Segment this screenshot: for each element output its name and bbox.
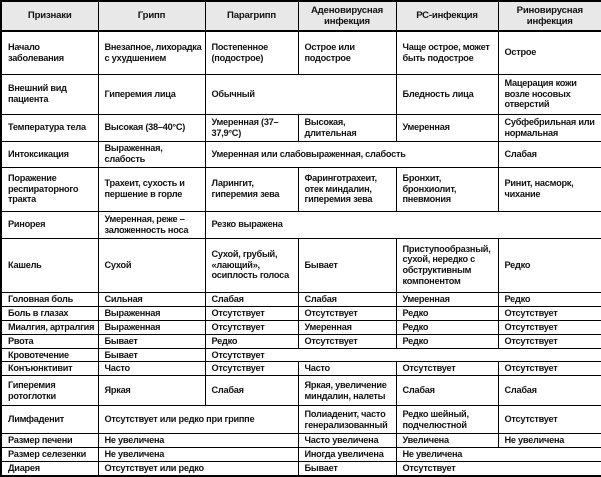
table-cell: Редко (396, 320, 498, 334)
table-cell: Отсутствует (498, 334, 601, 348)
table-cell: Полиаденит, часто генерализованный (298, 406, 396, 434)
table-row (1, 348, 601, 362)
row-label: Боль в глазах (1, 306, 98, 320)
table-cell: Редко (396, 334, 498, 348)
table-cell: Редко (396, 306, 498, 320)
table-cell: Умеренная (37–37,9°С) (205, 114, 298, 141)
table-cell: Редко (498, 238, 601, 292)
column-header: Грипп (98, 1, 205, 31)
table-cell: Умеренная, реже – заложенность носа (98, 211, 205, 238)
table-row (1, 114, 601, 141)
table-cell: Отсутствует (498, 306, 601, 320)
table-cell: Часто увеличена (298, 434, 396, 448)
table-cell: Умеренная (396, 292, 498, 306)
row-label: Миалгия, артралгия (1, 320, 98, 334)
table-cell: Обычный (205, 74, 396, 114)
table-cell: Иногда увеличена (298, 448, 396, 462)
table-cell: Бывает (98, 348, 205, 362)
table-cell: Острое (498, 31, 601, 74)
table-cell: Отсутствует (298, 306, 396, 320)
table-cell: Сильная (98, 292, 205, 306)
table-row (1, 238, 601, 292)
row-label: Диарея (1, 462, 98, 476)
table-cell: Ларингит, гиперемия зева (205, 167, 298, 211)
table-cell: Слабая (396, 376, 498, 406)
table-row (1, 376, 601, 406)
table-row (1, 306, 601, 320)
row-label: Температура тела (1, 114, 98, 141)
table-cell: Сухой (98, 238, 205, 292)
column-header: РС-инфекция (396, 1, 498, 31)
table-cell: Выраженная (98, 306, 205, 320)
row-label: Гиперемия ротоглотки (1, 376, 98, 406)
table-cell: Ринит, насморк, чихание (498, 167, 601, 211)
table-row (1, 141, 601, 167)
table-cell: Выраженная, слабость (98, 141, 205, 167)
table-row (1, 434, 601, 448)
row-label: Рвота (1, 334, 98, 348)
table-cell: Высокая, длительная (298, 114, 396, 141)
column-header: Признаки (1, 1, 98, 31)
table-cell: Слабая (205, 376, 298, 406)
table-row (1, 167, 601, 211)
table-cell: Резко выражена (205, 211, 601, 238)
table-cell: Отсутствует (205, 306, 298, 320)
table-cell: Мацерация кожи возле носовых отверстий (498, 74, 601, 114)
table-cell: Умеренная или слабовыраженная, слабость (205, 141, 498, 167)
table-cell: Отсутствует (205, 362, 298, 376)
table-cell: Редко шейный, подчелюстной (396, 406, 498, 434)
table-cell: Внезапное, лихорадка с ухудшением (98, 31, 205, 74)
table-cell: Не увеличена (98, 434, 298, 448)
row-label: Кровотечение (1, 348, 98, 362)
table-cell: Гиперемия лица (98, 74, 205, 114)
row-label: Начало заболевания (1, 31, 98, 74)
table-cell: Острое или подострое (298, 31, 396, 74)
table-row (1, 362, 601, 376)
row-label: Внешний вид пациента (1, 74, 98, 114)
table-cell: Не увеличена (98, 448, 298, 462)
table-cell: Слабая (298, 292, 396, 306)
table-body (1, 31, 601, 476)
table-cell: Слабая (498, 141, 601, 167)
table-cell: Часто (98, 362, 205, 376)
row-label: Ринорея (1, 211, 98, 238)
table-cell: Бывает (298, 462, 396, 476)
column-header: Риновирусная инфекция (498, 1, 601, 31)
table-cell: Отсутствует (298, 334, 396, 348)
row-label: Лимфаденит (1, 406, 98, 434)
table-cell: Фаринготрахеит, отек миндалин, гиперемия зева (298, 167, 396, 211)
table-cell: Слабая (205, 292, 298, 306)
table-cell: Умеренная (396, 114, 498, 141)
table-cell: Отсутствует (498, 320, 601, 334)
table-cell: Отсутствует (498, 406, 601, 434)
table-cell: Отсутствует (205, 348, 601, 362)
table-cell: Увеличена (396, 434, 498, 448)
table-cell: Отсутствует или редко (98, 462, 298, 476)
table-cell: Не увеличена (498, 434, 601, 448)
table-cell: Часто (298, 362, 396, 376)
table-row (1, 74, 601, 114)
table-cell: Высокая (38–40°С) (98, 114, 205, 141)
table-cell: Умеренная (298, 320, 396, 334)
table-cell: Сухой, грубый, «лающий», осиплость голоса (205, 238, 298, 292)
table-cell: Бывает (98, 334, 205, 348)
table-cell: Постепенное (подострое) (205, 31, 298, 74)
row-label: Кашель (1, 238, 98, 292)
table-cell: Выраженная (98, 320, 205, 334)
table-cell: Слабая (498, 376, 601, 406)
table-row (1, 406, 601, 434)
row-label: Размер печени (1, 434, 98, 448)
table-row (1, 334, 601, 348)
table-cell: Яркая, увеличение миндалин, налеты (298, 376, 396, 406)
table-cell: Редко (205, 334, 298, 348)
row-label: Размер селезенки (1, 448, 98, 462)
table-row (1, 292, 601, 306)
row-label: Конъюнктивит (1, 362, 98, 376)
row-label: Поражение респираторного тракта (1, 167, 98, 211)
table-cell: Бронхит, бронхиолит, пневмония (396, 167, 498, 211)
table-cell: Отсутствует или редко при гриппе (98, 406, 298, 434)
row-label: Головная боль (1, 292, 98, 306)
row-label: Интоксикация (1, 141, 98, 167)
table-cell: Чаще острое, может быть подострое (396, 31, 498, 74)
table-cell: Отсутствует (396, 362, 498, 376)
table-cell: Не увеличена (396, 448, 601, 462)
table-cell: Субфебрильная или нормальная (498, 114, 601, 141)
table-row (1, 320, 601, 334)
column-header: Аденовирусная инфекция (298, 1, 396, 31)
table-cell: Отсутствует (498, 362, 601, 376)
table-cell: Редко (498, 292, 601, 306)
table-row (1, 211, 601, 238)
table-cell: Отсутствует (205, 320, 298, 334)
table-header-row (1, 1, 601, 31)
table-cell: Яркая (98, 376, 205, 406)
table-cell: Приступообразный, сухой, нередко с обструктивным компонентом (396, 238, 498, 292)
table-row (1, 448, 601, 462)
table-cell: Отсутствует (396, 462, 601, 476)
table-row (1, 31, 601, 74)
table-cell: Трахеит, сухость и першение в горле (98, 167, 205, 211)
table-cell: Бледность лица (396, 74, 498, 114)
column-header: Парагрипп (205, 1, 298, 31)
table-cell: Бывает (298, 238, 396, 292)
